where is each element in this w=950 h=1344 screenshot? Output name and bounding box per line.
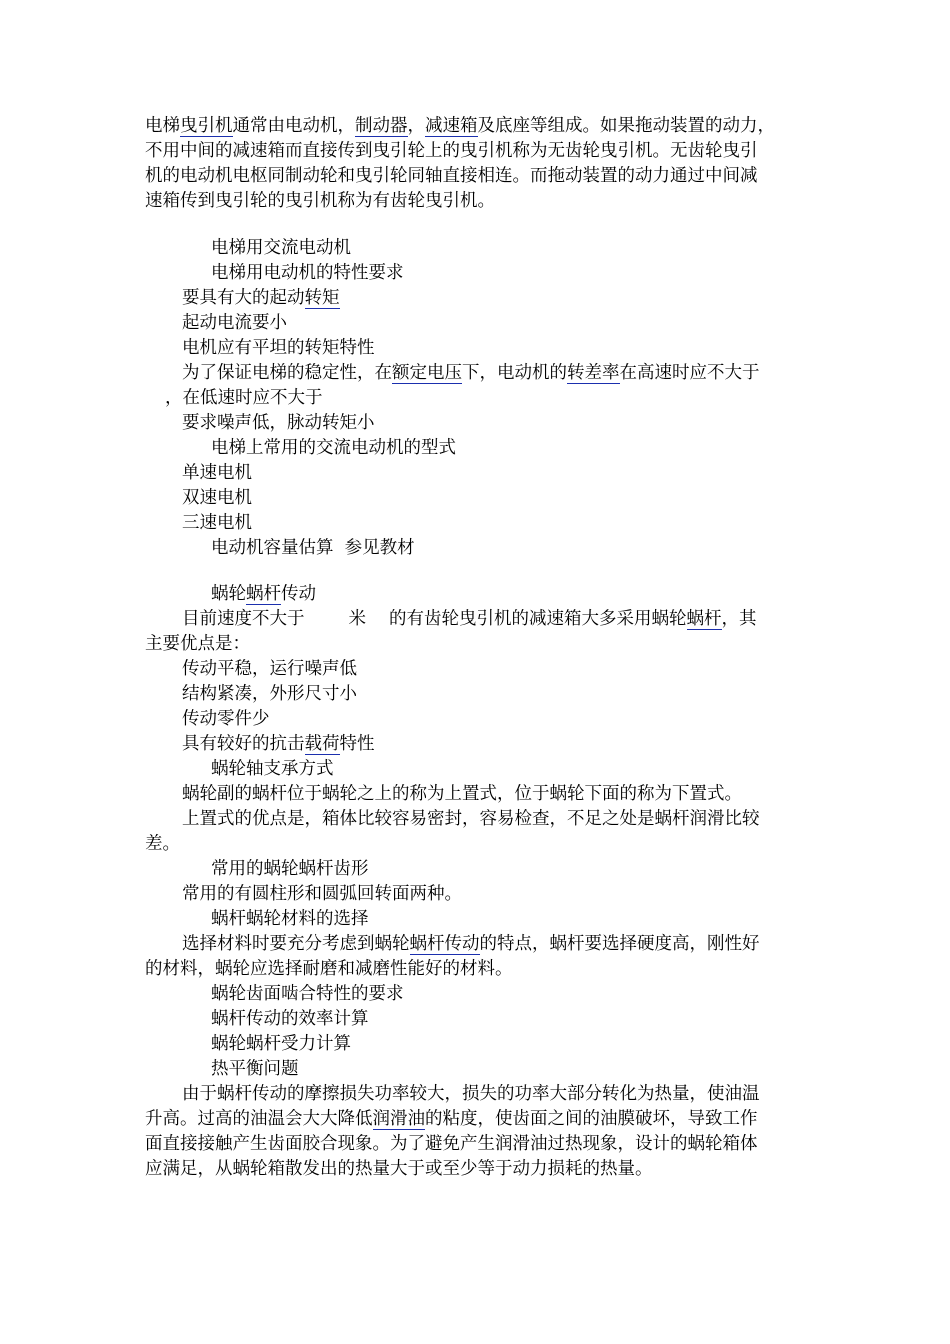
heading: 蜗杆蜗轮材料的选择 [211,909,369,929]
list-item [182,361,760,386]
text: 为了保证电梯的稳定性，在 [182,363,392,383]
list-item [182,286,340,311]
text: 升高。过高的油温会大大降低 [145,1109,373,1129]
paragraph-line [182,607,757,632]
list-item: 三速电机 [182,513,252,533]
list-item: 单速电机 [182,463,252,483]
heading: 电梯用电动机的特性要求 [211,263,404,283]
paragraph-line [145,1107,758,1132]
paragraph-line: 主要优点是： [145,634,250,654]
paragraph-line: 的材料，蜗轮应选择耐磨和减磨性能好的材料。 [145,959,513,979]
paragraph-line [182,932,760,957]
text: ， [407,116,425,136]
text: 及底座等组成。如果拖动装置的动力， [477,116,775,136]
paragraph-line: 差。 [145,834,180,854]
paragraph-line [145,114,775,139]
paragraph-line: 面直接接触产生齿面胶合现象。为了避免产生润滑油过热现象，设计的蜗轮箱体 [145,1134,758,1154]
heading: 电梯上常用的交流电动机的型式 [211,438,456,458]
link-worm[interactable]: 蜗杆 [246,584,281,604]
text: 特性 [339,734,375,754]
text: 通常由电动机， [232,116,355,136]
text: 传动 [281,584,316,604]
text: 电梯 [145,116,180,136]
text: ，其 [721,609,757,629]
paragraph-line: 应满足，从蜗轮箱散发出的热量大于或至少等于动力损耗的热量。 [145,1159,653,1179]
list-item: 电机应有平坦的转矩特性 [182,338,375,358]
text: 的有齿轮曳引机的减速箱大多采用蜗轮 [389,609,687,629]
text: 米 [348,609,366,629]
link-worm-drive[interactable]: 蜗杆传动 [409,934,480,954]
heading: 热平衡问题 [211,1059,299,1079]
heading: 电动机容量估算 参见教材 [211,538,415,558]
paragraph-line: 常用的有圆柱形和圆弧回转面两种。 [182,884,462,904]
link-reducer[interactable]: 减速箱 [425,116,478,136]
list-item: 传动零件少 [182,709,270,729]
link-rated-voltage[interactable]: 额定电压 [392,363,462,383]
paragraph-line: 不用中间的减速箱而直接传到曳引轮上的曳引机称为无齿轮曳引机。无齿轮曳引 [145,141,758,161]
heading: 常用的蜗轮蜗杆齿形 [211,859,369,879]
text: 在高速时应不大于 [619,363,760,383]
list-item: 结构紧凑，外形尺寸小 [182,684,357,704]
paragraph-line: 机的电动机电枢同制动轮和曳引轮同轴直接相连。而拖动装置的动力通过中间减 [145,166,758,186]
link-torque[interactable]: 转矩 [304,288,340,308]
list-item-continued: ，在低速时应不大于 [165,388,323,408]
text: 选择材料时要充分考虑到蜗轮 [182,934,410,954]
paragraph-line: 由于蜗杆传动的摩擦损失功率较大，损失的功率大部分转化为热量，使油温 [182,1084,760,1104]
link-load[interactable]: 载荷 [304,734,340,754]
list-item: 要求噪声低，脉动转矩小 [182,413,375,433]
list-item: 起动电流要小 [182,313,287,333]
text: 的粘度，使齿面之间的油膜破坏，导致工作 [425,1109,758,1129]
text: 蜗轮 [211,584,246,604]
heading: 蜗轮蜗杆受力计算 [211,1034,351,1054]
text: 要具有大的起动 [182,288,305,308]
text: 的特点，蜗杆要选择硬度高，刚性好 [479,934,760,954]
paragraph-line: 上置式的优点是，箱体比较容易密封，容易检查，不足之处是蜗杆润滑比较 [182,809,760,829]
heading [211,582,316,607]
heading: 电梯用交流电动机 [211,238,351,258]
link-slip-rate[interactable]: 转差率 [567,363,620,383]
paragraph-line: 蜗轮副的蜗杆位于蜗轮之上的称为上置式，位于蜗轮下面的称为下置式。 [182,784,742,804]
list-item: 传动平稳，运行噪声低 [182,659,357,679]
paragraph-line: 速箱传到曳引轮的曳引机称为有齿轮曳引机。 [145,191,495,211]
link-lubricant[interactable]: 润滑油 [372,1109,425,1129]
list-item [182,732,375,757]
heading: 蜗轮轴支承方式 [211,759,334,779]
text: 具有较好的抗击 [182,734,305,754]
link-brake[interactable]: 制动器 [355,116,408,136]
link-worm[interactable]: 蜗杆 [686,609,722,629]
heading: 蜗轮齿面啮合特性的要求 [211,984,404,1004]
list-item: 双速电机 [182,488,252,508]
heading: 蜗杆传动的效率计算 [211,1009,369,1029]
text: 目前速度不大于 [182,609,305,629]
text: 下，电动机的 [462,363,567,383]
link-traction-machine[interactable]: 曳引机 [180,116,233,136]
